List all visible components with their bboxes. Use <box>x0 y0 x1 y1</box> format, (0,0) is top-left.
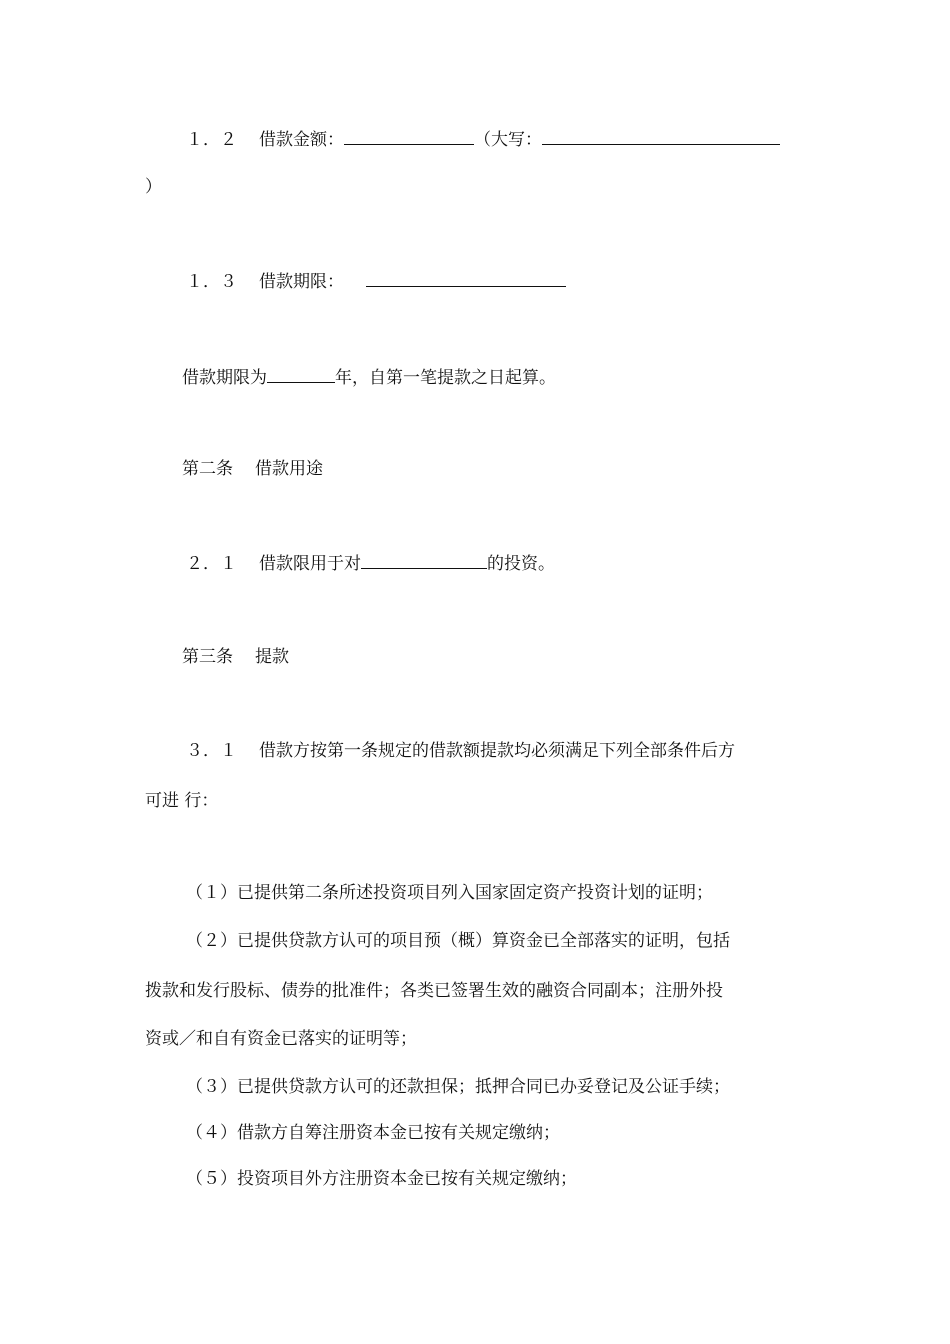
clause-1-3 <box>186 270 566 292</box>
condition-2-text: （２）已提供贷款方认可的项目预（概）算资金已全部落实的证明，包括 <box>186 931 730 951</box>
article-2-number: 第二条 <box>182 459 233 479</box>
condition-5 <box>186 1168 577 1190</box>
condition-3 <box>186 1076 730 1098</box>
clause-3-1-line-1 <box>186 740 735 762</box>
article-3-heading <box>182 646 289 668</box>
clause-2-1-suffix: 的投资。 <box>487 554 555 574</box>
loan-amount-label: 借款金额： <box>259 130 344 150</box>
condition-2-continuation-1: 拨款和发行股标、债券的批准件；各类已签署生效的融资合同副本；注册外投 <box>145 981 723 1001</box>
clause-1-2-close <box>145 176 162 198</box>
amount-in-words-blank <box>542 128 780 145</box>
amount-in-words-label: （大写： <box>474 130 542 150</box>
article-3-number: 第三条 <box>182 647 233 667</box>
condition-1 <box>186 882 713 904</box>
condition-1-text: （１）已提供第二条所述投资项目列入国家固定资产投资计划的证明； <box>186 883 713 903</box>
condition-2-line-2 <box>145 980 723 1002</box>
investment-target-blank <box>361 552 487 569</box>
loan-amount-blank <box>344 128 474 145</box>
term-prefix: 借款期限为 <box>182 368 267 388</box>
clause-3-1-number: ３．１ <box>186 741 237 761</box>
condition-3-text: （３）已提供贷款方认可的还款担保；抵押合同已办妥登记及公证手续； <box>186 1077 730 1097</box>
article-2-heading <box>182 458 323 480</box>
article-2-title: 借款用途 <box>255 459 323 479</box>
clause-1-3-number: １．３ <box>186 272 237 292</box>
clause-2-1 <box>186 552 555 574</box>
closing-paren: ） <box>145 177 162 197</box>
clause-2-1-number: ２．１ <box>186 554 237 574</box>
condition-4-text: （４）借款方自筹注册资本金已按有关规定缴纳； <box>186 1123 560 1143</box>
term-sentence <box>182 366 556 388</box>
clause-3-1-line-2 <box>145 790 218 812</box>
condition-2-line-3 <box>145 1028 417 1050</box>
condition-2-continuation-2: 资或／和自有资金已落实的证明等； <box>145 1029 417 1049</box>
condition-5-text: （５）投资项目外方注册资本金已按有关规定缴纳； <box>186 1169 577 1189</box>
condition-2-line-1 <box>186 930 730 952</box>
loan-term-blank <box>366 270 566 287</box>
clause-2-1-prefix: 借款限用于对 <box>259 554 361 574</box>
clause-1-2-number: １．２ <box>186 130 237 150</box>
clause-1-2 <box>186 128 780 150</box>
clause-3-1-text: 借款方按第一条规定的借款额提款均必须满足下列全部条件后方 <box>259 741 735 761</box>
condition-4 <box>186 1122 560 1144</box>
loan-term-label: 借款期限： <box>259 272 344 292</box>
article-3-title: 提款 <box>255 647 289 667</box>
term-suffix: 年，自第一笔提款之日起算。 <box>335 368 556 388</box>
term-years-blank <box>267 366 335 383</box>
clause-3-1-continuation: 可进 行： <box>145 791 219 811</box>
